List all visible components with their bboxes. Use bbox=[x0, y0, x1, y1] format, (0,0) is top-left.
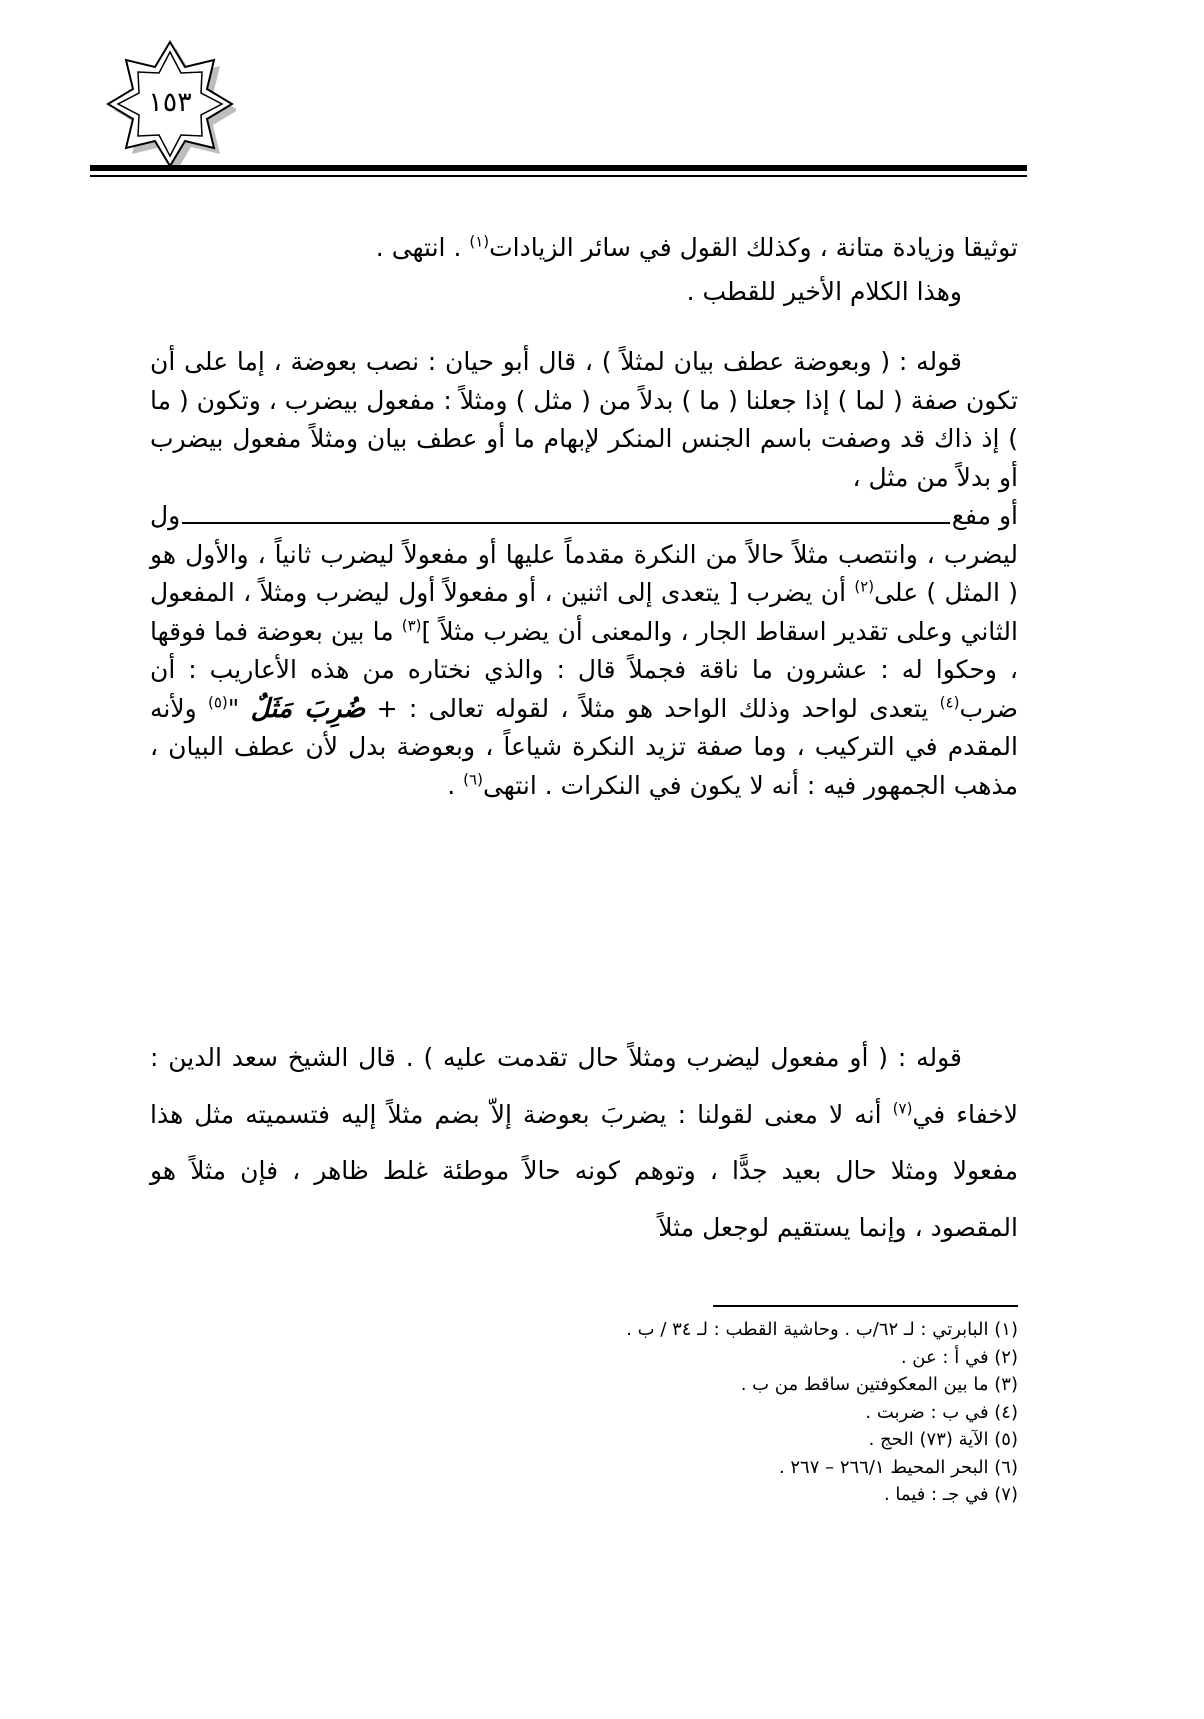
final-passage bbox=[150, 1030, 1018, 1256]
passage-text: . bbox=[447, 770, 464, 800]
passage-text: ولأنه المقدم في التركيب ، وما صفة تزيد النكرة شياعاً ، وبعوضة بدل لأن عطف البيان ، مذهب الجمهور فيه : أنه لا يكون في النكرات . انتهى bbox=[150, 693, 1018, 800]
kashida-stretch bbox=[182, 522, 949, 524]
final-text: أنه لا معنى لقولنا : يضربَ بعوضة إلاّ بضم مثلاً إليه فتسميته مثل هذا مفعولا ومثلا حال بعيد جدًّا ، وتوهم كونه حالاً موطئة غلط ظاهر ، فإن مثلاً هو المقصود ، وإنما يستقيم لوجعل مثلاً bbox=[150, 1099, 1018, 1242]
intro-text-end: . انتهى . bbox=[375, 233, 470, 262]
footnote-ref: (٥) bbox=[207, 693, 228, 712]
footnote-item: (٥) الآية (٧٣) الحج . bbox=[868, 1429, 1018, 1450]
footnote-ref: (١) bbox=[469, 232, 490, 251]
intro-line-2: وهذا الكلام الأخير للقطب . bbox=[686, 277, 962, 306]
footnote-item: (٤) في ب : ضربت . bbox=[865, 1401, 1018, 1423]
passage-paragraph-2 bbox=[150, 536, 1018, 806]
footnotes bbox=[150, 1316, 1018, 1509]
footnote-ref: (٣) bbox=[401, 616, 422, 635]
footnote-ref: (٤) bbox=[939, 693, 960, 712]
stretched-word-line bbox=[150, 497, 1018, 536]
page-number-badge bbox=[104, 38, 236, 170]
footnote-item: (٢) في أ : عن . bbox=[900, 1346, 1018, 1368]
intro-line-1 bbox=[150, 226, 1018, 270]
stretched-word-start: أو مفع bbox=[951, 501, 1018, 530]
header-rule-thick bbox=[90, 165, 1027, 171]
footnote-item: (٣) ما بين المعكوفتين ساقط من ب . bbox=[740, 1374, 1018, 1395]
footnote-ref: (٦) bbox=[463, 770, 483, 789]
intro-block bbox=[150, 226, 1018, 314]
final-paragraph bbox=[150, 1030, 1018, 1256]
quran-verse: ضُرِبَ مَثَلٌ bbox=[250, 693, 366, 724]
passage-text: " bbox=[227, 693, 251, 723]
footnote-separator bbox=[713, 1305, 1018, 1307]
intro-text: توثيقا وزيادة متانة ، وكذلك القول في سائر الزيادات bbox=[489, 233, 1018, 262]
main-passage bbox=[150, 343, 1018, 805]
passage-text: يتعدى لواحد وذلك الواحد هو مثلاً ، لقوله تعالى : + bbox=[365, 693, 940, 723]
footnote-item: (١) البابرتي : لـ ٦٢/ب . وحاشية القطب : لـ ٣٤ / ب . bbox=[626, 1319, 1018, 1340]
footnote-item: (٦) البحر المحيط ٢٦٦/١ – ٢٦٧ . bbox=[778, 1456, 1018, 1478]
footnote-item: (٧) في جـ : فيما . bbox=[883, 1484, 1018, 1505]
page-number: ١٥٣ bbox=[148, 87, 192, 118]
footnote-ref: (٢) bbox=[854, 577, 875, 596]
passage-text: ما بين بعوضة فما فوقها ، وحكوا له : عشرون ما ناقة فجملاً قال : والذي نختاره من هذه الأعاريب : أن ضرب bbox=[150, 616, 1019, 723]
passage-paragraph-1: قوله : ( وبعوضة عطف بيان لمثلاً ) ، قال أبو حيان : نصب بعوضة ، إما على أن تكون صفة ( لما ) إذا جعلنا ( ما ) بدلاً من ( مثل ) ومثلاً : مفعول بيضرب ، وتكون ( ما ) إذ ذاك قد وصفت باسم الجنس المنكر لإبهام ما أو عطف بيان ومثلاً مفعول بيضرب أو بدلاً من مثل ، bbox=[150, 347, 1018, 492]
passage-text: ليضرب ، وانتصب مثلاً حالاً من النكرة مقدماً عليها أو مفعولاً ليضرب ثانياً ، والأول هو ( المثل ) على bbox=[150, 539, 1019, 607]
stretched-word-end: ول bbox=[150, 501, 181, 530]
passage-text: أن يضرب [ يتعدى إلى اثنين ، أو مفعولاً أول ليضرب ومثلاً ، المفعول الثاني وعلى تقدير اسقاط الجار ، والمعنى أن يضرب مثلاً ] bbox=[150, 578, 1018, 646]
final-text: قوله : ( أو مفعول ليضرب ومثلاً حال تقدمت عليه ) . قال الشيخ سعد الدين : لاخفاء في bbox=[150, 1043, 1018, 1129]
footnote-ref: (٧) bbox=[892, 1099, 913, 1118]
header-rule-thin bbox=[90, 175, 1027, 177]
